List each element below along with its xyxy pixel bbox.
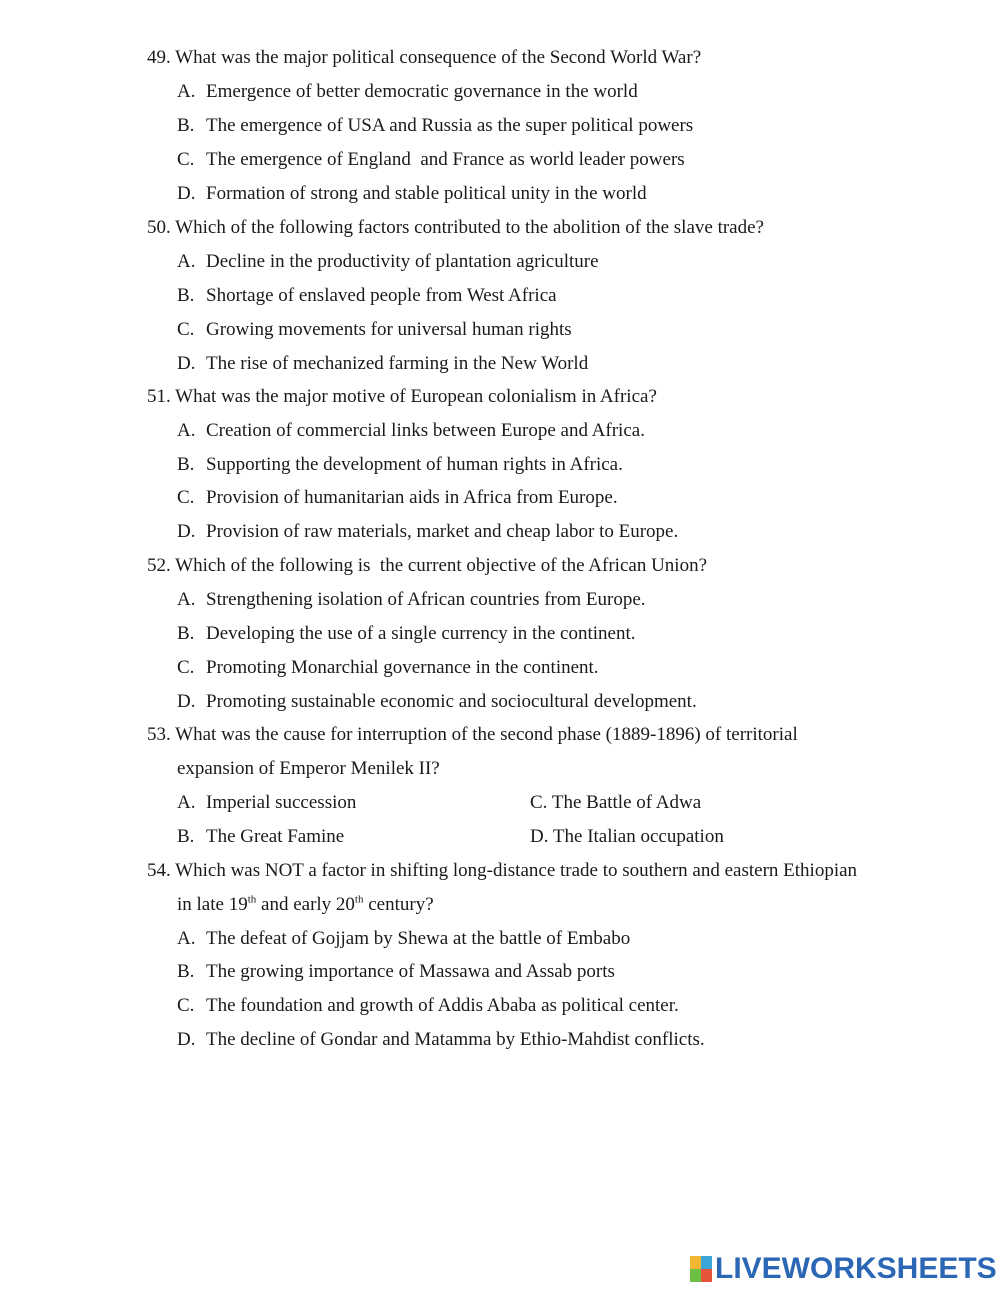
option-54-c[interactable] [177,994,679,1018]
option-letter: D. [177,691,196,712]
question-52 [147,554,707,578]
option-text: Creation of commercial links between Europe and Africa. [206,420,645,441]
question-number: 52. [147,555,171,576]
option-52-a[interactable] [177,588,646,612]
option-49-b[interactable] [177,114,693,138]
option-letter: A. [177,792,196,813]
option-text: The foundation and growth of Addis Ababa as political center. [206,995,679,1016]
question-54-continuation [177,893,434,917]
question-number: 50. [147,217,171,238]
option-50-a[interactable] [177,250,599,274]
option-50-b[interactable] [177,284,557,308]
logo-text: LIVEWORKSHEETS [715,1252,997,1285]
option-52-b[interactable] [177,622,635,646]
option-text: The emergence of England and France as world leader powers [206,149,685,170]
question-53-continuation: expansion of Emperor Menilek II? [177,758,440,779]
option-53-d[interactable] [530,825,724,849]
option-letter: D. [177,183,196,204]
question-text: What was the major motive of European colonialism in Africa? [175,386,657,407]
option-letter: A. [177,928,196,949]
option-text: Provision of humanitarian aids in Africa from Europe. [206,487,618,508]
option-letter: D. [177,521,196,542]
option-text: Developing the use of a single currency in the continent. [206,623,636,644]
question-51 [147,385,657,409]
option-letter: B. [177,115,195,136]
ordinal-suffix: th [354,893,364,906]
option-text: Promoting Monarchial governance in the continent. [206,657,599,678]
question-49 [147,46,701,70]
option-text: Supporting the development of human rights in Africa. [206,454,623,475]
option-text: The Great Famine [206,826,345,847]
continuation-text: century? [363,894,434,915]
option-letter: B. [177,623,195,644]
ordinal-suffix: th [247,893,257,906]
question-number: 54. [147,860,171,881]
option-text: Strengthening isolation of African countries from Europe. [206,589,646,610]
option-51-d[interactable] [177,520,678,544]
option-letter: C. [177,657,195,678]
option-letter: C. [177,319,195,340]
option-text: Formation of strong and stable political unity in the world [206,183,647,204]
option-53-a[interactable] [177,791,356,815]
option-49-a[interactable] [177,80,638,104]
option-54-b[interactable] [177,960,615,984]
option-text: Promoting sustainable economic and sociocultural development. [206,691,697,712]
option-52-c[interactable] [177,656,599,680]
logo-blocks-icon [690,1256,712,1282]
option-letter: A. [177,81,196,102]
option-letter: B. [177,285,195,306]
option-52-d[interactable] [177,690,697,714]
option-text: Imperial succession [206,792,357,813]
liveworksheets-logo[interactable] [690,1252,997,1286]
option-54-a[interactable] [177,927,630,951]
option-51-c[interactable] [177,486,618,510]
question-text: What was the major political consequence of the Second World War? [175,47,702,68]
option-text: The growing importance of Massawa and Assab ports [206,961,615,982]
option-53-c[interactable] [530,791,701,815]
option-51-a[interactable] [177,419,645,443]
question-53 [147,723,798,747]
option-letter: C. [530,792,548,813]
option-letter: D. [177,1029,196,1050]
option-letter: A. [177,420,196,441]
question-50 [147,216,764,240]
option-letter: A. [177,589,196,610]
option-53-b[interactable] [177,825,344,849]
question-54 [147,859,857,883]
question-number: 49. [147,47,171,68]
question-text: What was the cause for interruption of the second phase (1889-1896) of territorial [175,724,798,745]
option-letter: B. [177,454,195,475]
option-54-d[interactable] [177,1028,705,1052]
option-text: Shortage of enslaved people from West Africa [206,285,557,306]
option-text: Provision of raw materials, market and cheap labor to Europe. [206,521,679,542]
option-text: The rise of mechanized farming in the New World [206,353,589,374]
option-letter: D. [177,353,196,374]
question-number: 51. [147,386,171,407]
continuation-text: in late 19 [177,894,248,915]
option-letter: C. [177,487,195,508]
option-text: The decline of Gondar and Matamma by Ethio-Mahdist conflicts. [206,1029,705,1050]
question-text: Which was NOT a factor in shifting long-distance trade to southern and eastern Ethiopian [175,860,858,881]
question-text: Which of the following is the current objective of the African Union? [175,555,708,576]
question-text: Which of the following factors contributed to the abolition of the slave trade? [175,217,764,238]
option-49-d[interactable] [177,182,647,206]
option-letter: D. [530,826,549,847]
option-50-d[interactable] [177,352,588,376]
option-letter: B. [177,961,195,982]
question-number: 53. [147,724,171,745]
continuation-text: and early 20 [256,894,355,915]
option-50-c[interactable] [177,318,572,342]
option-text: The emergence of USA and Russia as the super political powers [206,115,694,136]
option-text: Decline in the productivity of plantation agriculture [206,251,599,272]
option-text: The defeat of Gojjam by Shewa at the battle of Embabo [206,928,631,949]
option-letter: A. [177,251,196,272]
option-letter: B. [177,826,195,847]
option-text: Emergence of better democratic governance in the world [206,81,638,102]
option-49-c[interactable] [177,148,685,172]
option-text: The Battle of Adwa [551,792,702,813]
option-51-b[interactable] [177,453,623,477]
option-text: Growing movements for universal human rights [206,319,572,340]
option-letter: C. [177,149,195,170]
option-letter: C. [177,995,195,1016]
option-text: The Italian occupation [552,826,724,847]
